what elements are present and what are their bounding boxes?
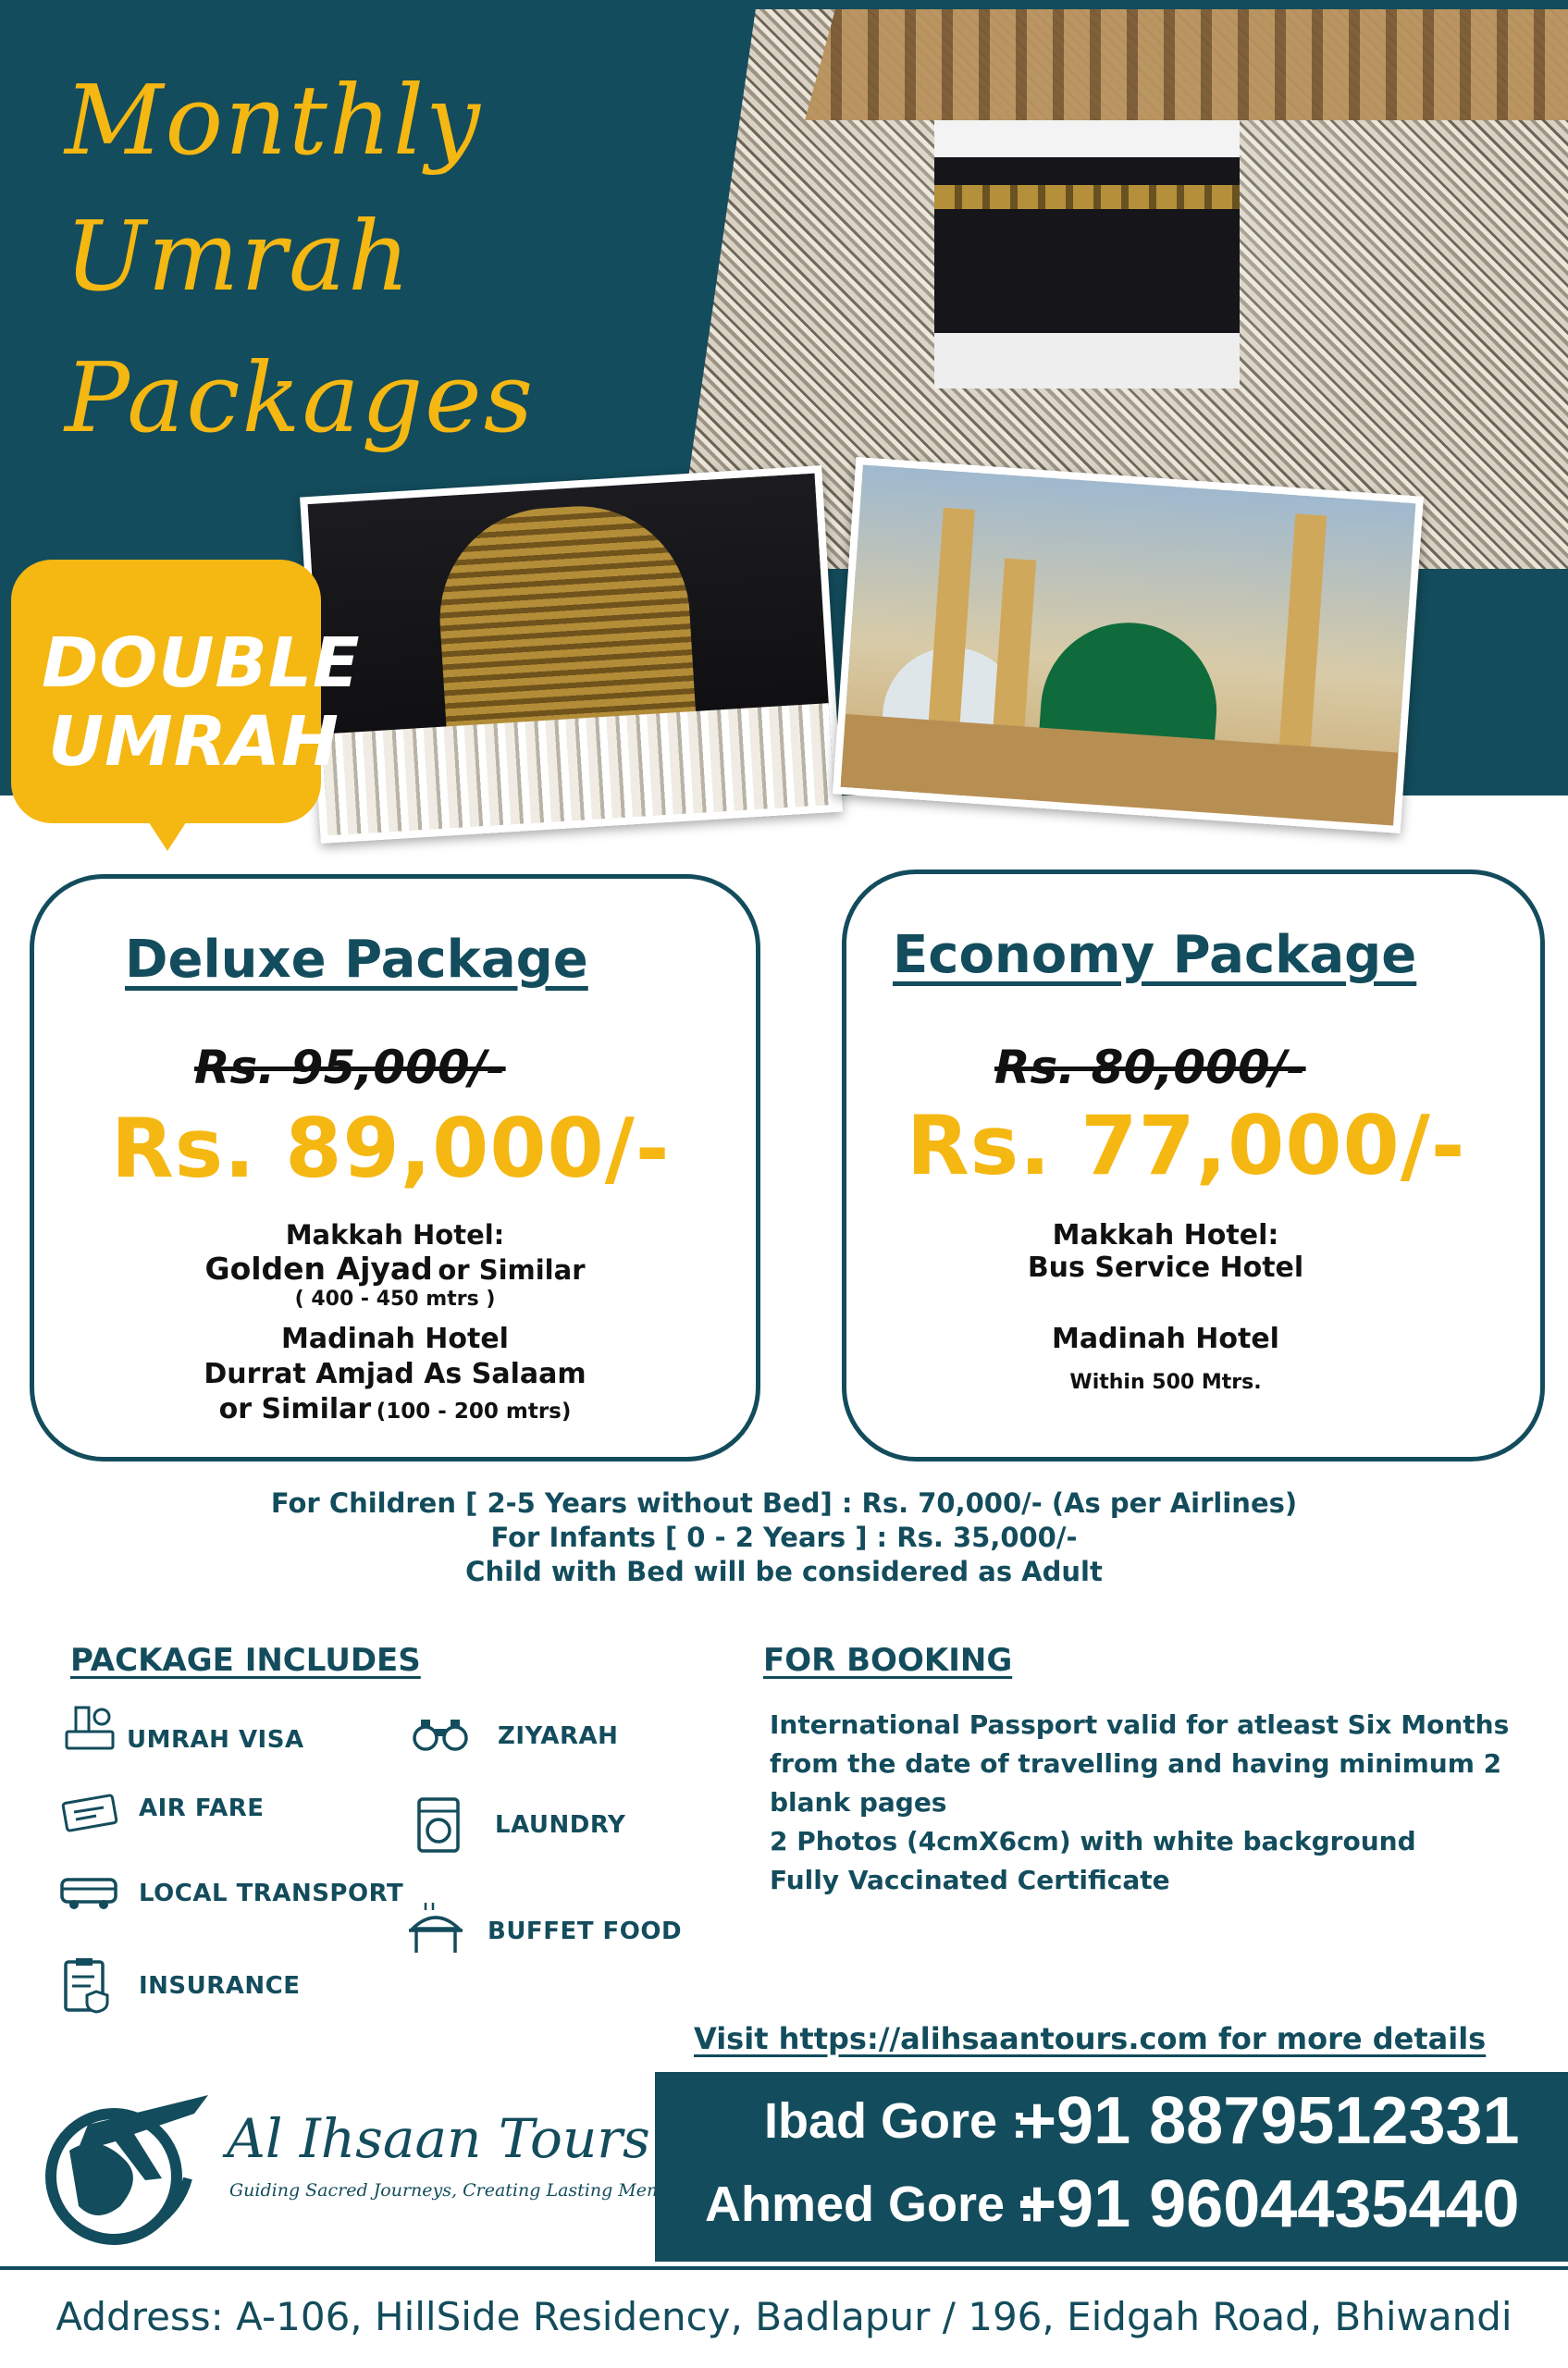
headline-line-3: Packages [65, 341, 536, 454]
include-laundry: LAUNDRY [495, 1811, 626, 1839]
headline-line-2: Umrah [65, 200, 412, 313]
deluxe-madinah-line [30, 1393, 760, 1425]
brand-name: Al Ihsaan Tours [227, 2107, 650, 2170]
ticket-icon [61, 1790, 118, 1832]
booking-requirement-3: blank pages [770, 1787, 947, 1818]
contact-name-1: Ibad Gore : [764, 2093, 1029, 2149]
brand-tagline: Guiding Sacred Journeys, Creating Lasting Memories [229, 2180, 708, 2201]
economy-package-title: Economy Package [893, 925, 1417, 985]
deluxe-makkah-suffix: or Similar [438, 1254, 586, 1286]
address-text: Address: A-106, HillSide Residency, Badlapur / 196, Eidgah Road, Bhiwandi [56, 2294, 1512, 2339]
package-includes-heading: PACKAGE INCLUDES [70, 1642, 421, 1679]
contact-phone-1[interactable]: +91 8879512331 [1018, 2084, 1520, 2158]
children-price-note: For Children [ 2-5 Years without Bed] : Rs. 70,000/- (As per Airlines) [270, 1487, 1298, 1519]
kaaba-door-photo [300, 465, 843, 844]
deluxe-madinah-label: Madinah Hotel [281, 1323, 509, 1355]
booking-requirement-2: from the date of travelling and having minimum 2 [770, 1748, 1502, 1779]
economy-madinah-label: Madinah Hotel [1052, 1323, 1279, 1355]
deluxe-makkah-label: Makkah Hotel: [285, 1219, 505, 1251]
passport-stamp-icon [63, 1704, 117, 1752]
infants-price-note: For Infants [ 0 - 2 Years ] : Rs. 35,000/- [490, 1522, 1078, 1553]
buffet-icon [407, 1901, 464, 1956]
deluxe-package-title: Deluxe Package [125, 930, 588, 990]
include-air-fare: AIR FARE [139, 1794, 265, 1822]
badge-tail [143, 814, 191, 851]
economy-old-price: Rs. 80,000/- [994, 1041, 1306, 1094]
badge-line-1: DOUBLE [42, 623, 361, 703]
mosque-arcade-photo [805, 9, 1568, 120]
booking-requirement-1: International Passport valid for atleast Six Months [770, 1709, 1510, 1740]
prophet-mosque-photo [833, 457, 1424, 833]
include-umrah-visa: UMRAH VISA [127, 1726, 304, 1754]
economy-makkah-label: Makkah Hotel: [1052, 1219, 1279, 1252]
deluxe-madinah-distance: (100 - 200 mtrs) [376, 1400, 572, 1424]
contact-name-2: Ahmed Gore : [705, 2177, 1036, 2232]
economy-new-price: Rs. 77,000/- [907, 1098, 1466, 1193]
kaaba-image [934, 120, 1240, 388]
deluxe-old-price: Rs. 95,000/- [194, 1041, 506, 1094]
deluxe-makkah-distance: ( 400 - 450 mtrs ) [294, 1288, 496, 1311]
include-insurance: INSURANCE [139, 1972, 301, 2000]
include-buffet-food: BUFFET FOOD [488, 1918, 683, 1945]
washing-machine-icon [416, 1796, 461, 1854]
deluxe-madinah-hotel: Durrat Amjad As Salaam [204, 1358, 586, 1390]
globe-airplane-icon [32, 2077, 217, 2248]
booking-requirement-5: Fully Vaccinated Certificate [770, 1865, 1170, 1895]
binoculars-icon [412, 1716, 469, 1753]
for-booking-heading: FOR BOOKING [763, 1642, 1013, 1679]
economy-madinah-distance: Within 500 Mtrs. [1069, 1371, 1262, 1394]
deluxe-madinah-suffix: or Similar [218, 1393, 372, 1425]
deluxe-makkah-hotel: Golden Ajyad [204, 1251, 433, 1287]
contact-phone-2[interactable]: +91 9604435440 [1018, 2167, 1520, 2241]
deluxe-new-price: Rs. 89,000/- [111, 1101, 671, 1196]
include-local-transport: LOCAL TRANSPORT [139, 1880, 404, 1907]
deluxe-makkah-hotel-line [30, 1251, 760, 1287]
economy-makkah-hotel: Bus Service Hotel [1027, 1252, 1304, 1284]
badge-line-2: UMRAH [48, 702, 340, 782]
bus-icon [59, 1876, 118, 1911]
booking-requirement-4: 2 Photos (4cmX6cm) with white background [770, 1826, 1416, 1856]
headline-line-1: Monthly [65, 64, 482, 177]
website-link[interactable]: Visit https://alihsaantours.com for more details [694, 2021, 1487, 2056]
child-with-bed-note: Child with Bed will be considered as Adult [465, 1556, 1103, 1587]
clipboard-shield-icon [63, 1956, 111, 2014]
include-ziyarah: ZIYARAH [498, 1722, 619, 1750]
